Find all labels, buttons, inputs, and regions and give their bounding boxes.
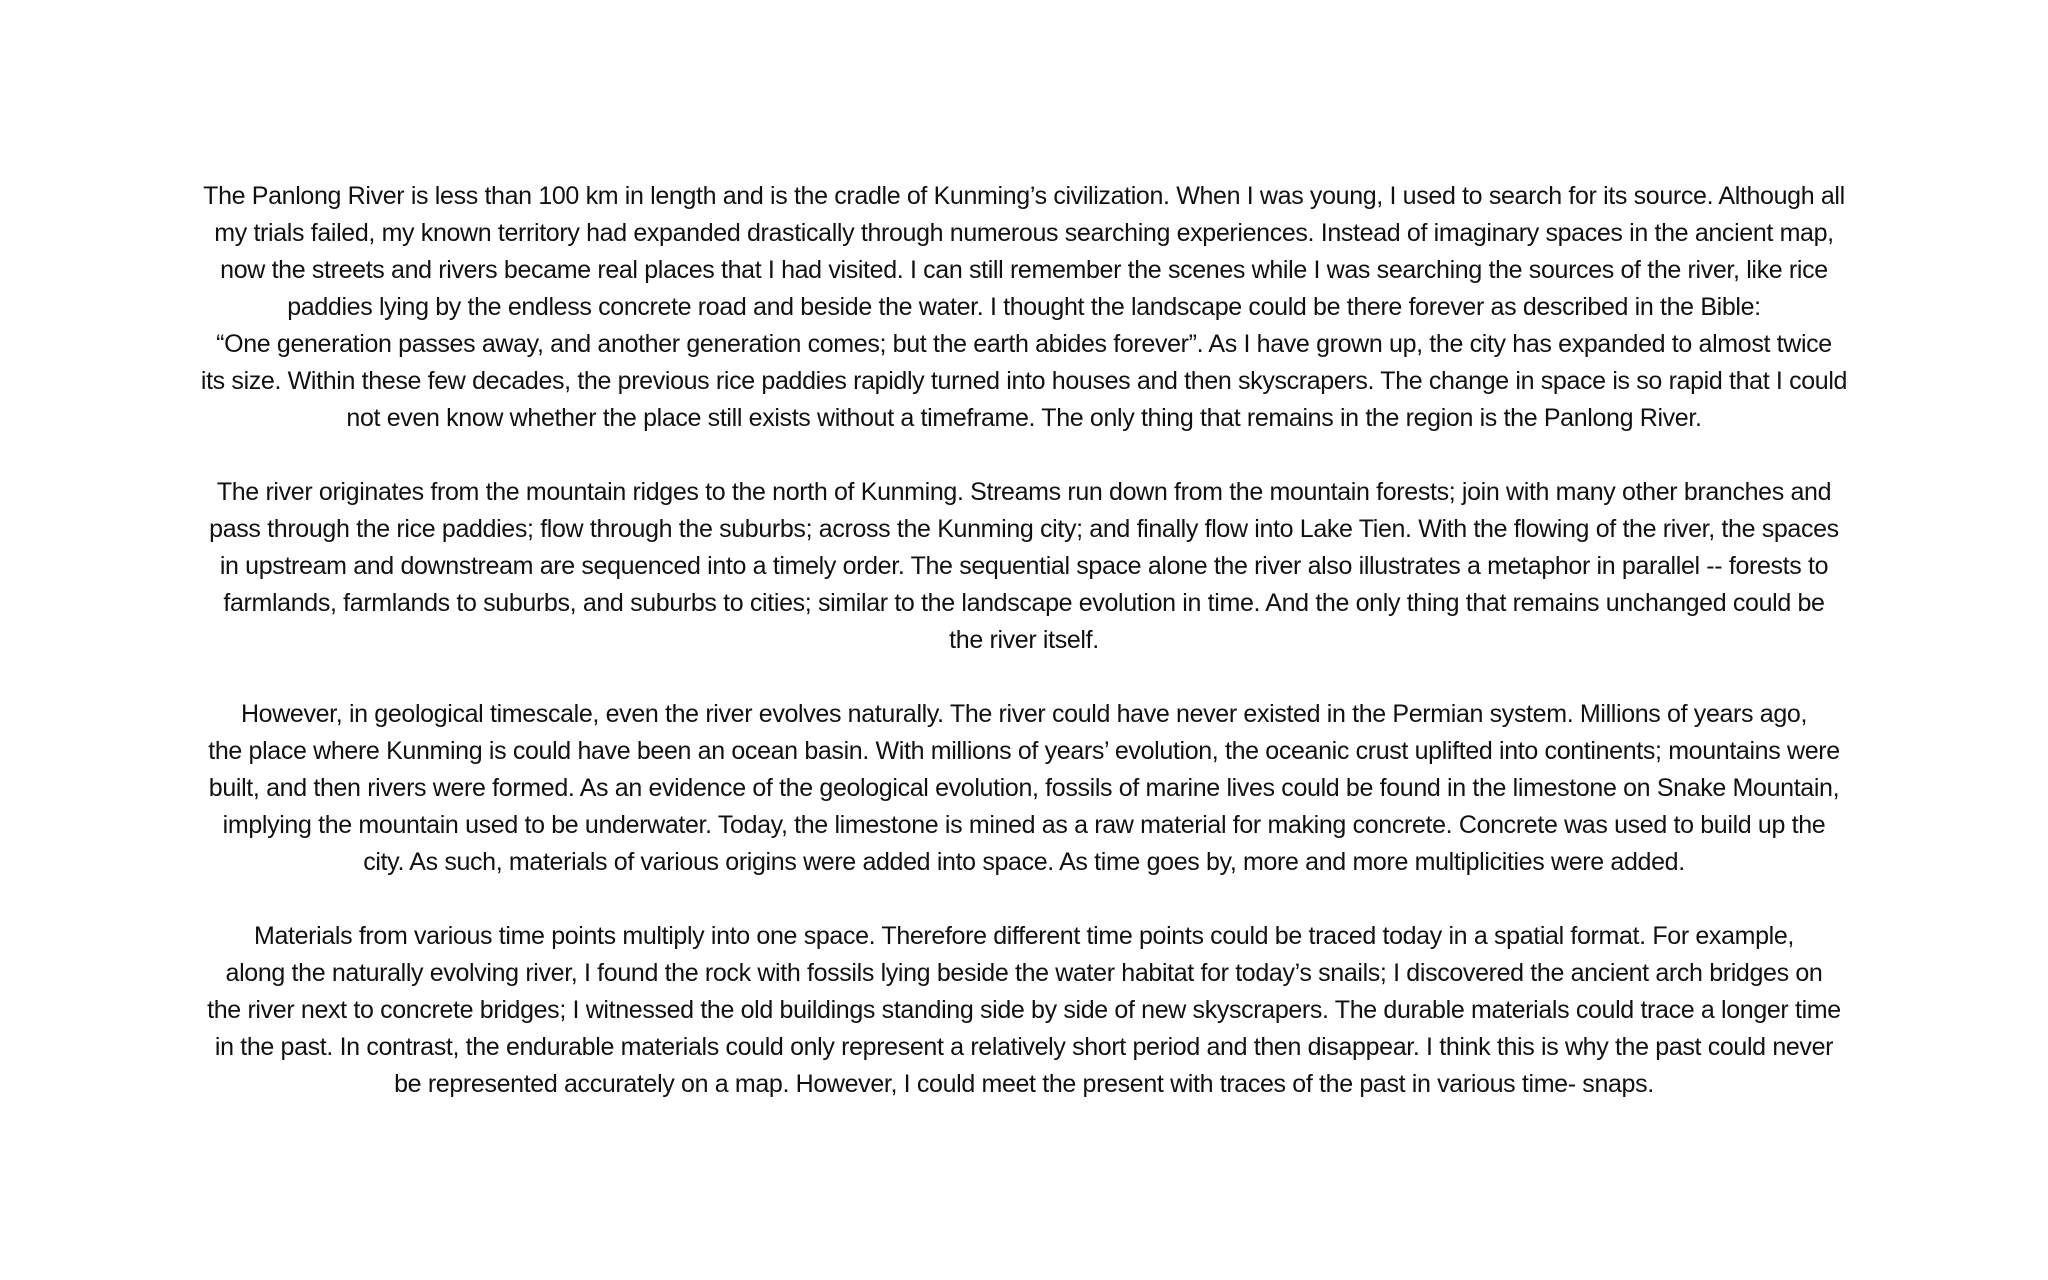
text-line: built, and then rivers were formed. As an evidence of the geological evolution, fossils of marine lives could be found in the limestone on Snake Mountain, <box>208 774 1840 802</box>
text-line: pass through the rice paddies; flow through the suburbs; across the Kunming city; and finally flow into Lake Tien. With the flowing of the river, the spaces <box>209 515 1839 543</box>
text-line: my trials failed, my known territory had expanded drastically through numerous searching experiences. Instead of imaginary spaces in the ancient map, <box>214 219 1834 247</box>
text-line: “One generation passes away, and another generation comes; but the earth abides forever”. As I have grown up, the city has expanded to almost twice <box>216 330 1832 358</box>
text-line: be represented accurately on a map. However, I could meet the present with traces of the past in various time- snaps. <box>394 1070 1654 1098</box>
text-line: in the past. In contrast, the endurable materials could only represent a relatively short period and then disappear. I think this is why the past could never <box>214 1033 1834 1061</box>
text-line: its size. Within these few decades, the previous rice paddies rapidly turned into houses and then skyscrapers. The change in space is so rapid that I could <box>200 367 1848 395</box>
text-line: paddies lying by the endless concrete road and beside the water. I thought the landscape could be there forever as described in the Bible: <box>287 293 1761 321</box>
text-line: The river originates from the mountain ridges to the north of Kunming. Streams run down from the mountain forests; join with many other branches and <box>216 478 1832 506</box>
paragraph-geological-timescale <box>200 696 1848 881</box>
text-line: farmlands, farmlands to suburbs, and suburbs to cities; similar to the landscape evolution in time. And the only thing that remains unchanged could be <box>223 589 1825 617</box>
text-line: implying the mountain used to be underwater. Today, the limestone is mined as a raw material for making concrete. Concrete was used to build up the <box>222 811 1826 839</box>
text-line: the river next to concrete bridges; I witnessed the old buildings standing side by side of new skyscrapers. The durable materials could trace a longer time <box>207 996 1841 1024</box>
text-line: city. As such, materials of various origins were added into space. As time goes by, more and more multiplicities were added. <box>363 848 1685 876</box>
text-line: The Panlong River is less than 100 km in length and is the cradle of Kunming’s civilization. When I was young, I used to search for its source. Although all <box>203 182 1845 210</box>
text-line: now the streets and rivers became real places that I had visited. I can still remember the scenes while I was searching the sources of the river, like rice <box>220 256 1828 284</box>
text-line: Materials from various time points multiply into one space. Therefore different time points could be traced today in a spatial format. For example, <box>253 922 1795 950</box>
body-text <box>200 178 1848 1103</box>
text-line: the place where Kunming is could have been an ocean basin. With millions of years’ evolution, the oceanic crust uplifted into continents; mountains were <box>208 737 1840 765</box>
paragraph-materials-time-points <box>200 918 1848 1103</box>
paragraph-river-origin <box>200 474 1848 659</box>
text-line: in upstream and downstream are sequenced into a timely order. The sequential space alone the river also illustrates a metaphor in parallel -- forests to <box>219 552 1829 580</box>
text-line: the river itself. <box>949 626 1099 654</box>
paragraph-panlong-river-source <box>200 178 1848 437</box>
text-line: However, in geological timescale, even the river evolves naturally. The river could have never existed in the Permian system. Millions of years ago, <box>240 700 1808 728</box>
text-line: not even know whether the place still exists without a timeframe. The only thing that remains in the region is the Panlong River. <box>346 404 1702 432</box>
text-line: along the naturally evolving river, I found the rock with fossils lying beside the water habitat for today’s snails; I discovered the ancient arch bridges on <box>225 959 1823 987</box>
